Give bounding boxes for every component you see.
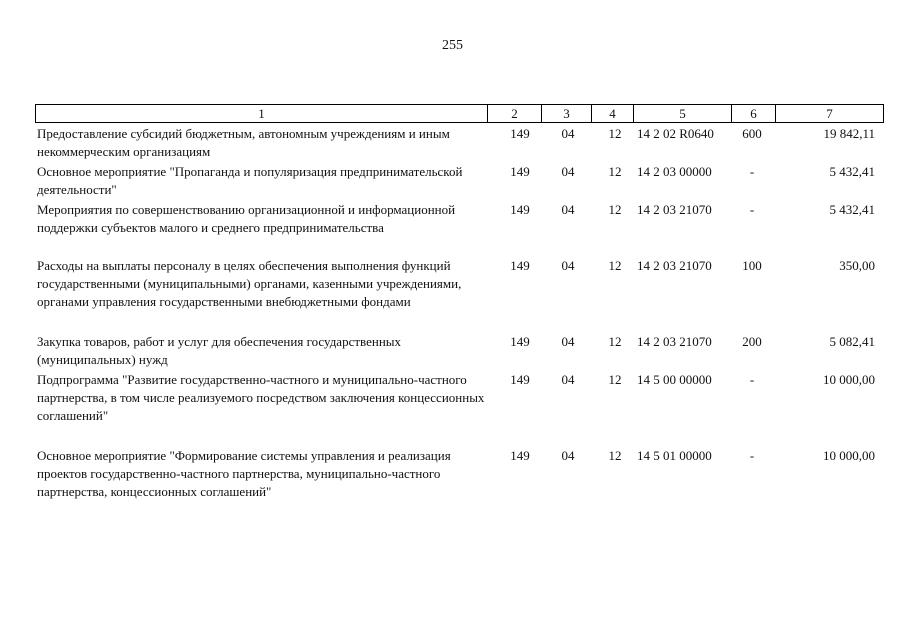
- row-col-3: 04: [561, 126, 575, 141]
- row-col-3: 04: [561, 448, 575, 463]
- row-col-4: 12: [608, 448, 622, 463]
- row-col-6: -: [749, 372, 755, 387]
- row-col-3: 04: [561, 202, 575, 217]
- row-name: Основное мероприятие "Пропаганда и популяризация предпринимательской деятельности": [37, 164, 463, 197]
- header-col-7: 7: [776, 105, 884, 123]
- row-col-2: 149: [510, 334, 530, 349]
- row-col-4: 12: [608, 258, 622, 273]
- row-col-7: 10 000,00: [823, 372, 875, 387]
- row-name: Расходы на выплаты персоналу в целях обеспечения выполнения функций государственными (муниципальными) органами, казенными учреждениями, органами управления государственными внебюджетными фондами: [37, 258, 462, 309]
- row-col-6: -: [749, 164, 755, 179]
- row-col-3: 04: [561, 372, 575, 387]
- row-col-7: 5 082,41: [829, 334, 875, 349]
- row-col-7: 350,00: [839, 258, 875, 273]
- row-col-6: -: [749, 202, 755, 217]
- row-name: Закупка товаров, работ и услуг для обеспечения государственных (муниципальных) нужд: [37, 334, 402, 367]
- row-col-7: 19 842,11: [823, 126, 875, 141]
- row-col-4: 12: [608, 164, 622, 179]
- header-col-1: 1: [36, 105, 488, 123]
- row-col-5: 14 2 03 21070: [637, 202, 712, 217]
- row-col-2: 149: [510, 372, 530, 387]
- row-col-5: 14 2 03 21070: [637, 258, 712, 273]
- row-col-7: 5 432,41: [829, 164, 875, 179]
- header-col-6: 6: [732, 105, 776, 123]
- row-name: Предоставление субсидий бюджетным, автономным учреждениям и иным некоммерческим организациям: [37, 126, 450, 159]
- row-col-5: 14 2 02 R0640: [637, 126, 714, 141]
- row-col-5: 14 5 01 00000: [637, 448, 712, 463]
- row-col-7: 10 000,00: [823, 448, 875, 463]
- row-col-2: 149: [510, 258, 530, 273]
- row-col-2: 149: [510, 164, 530, 179]
- header-col-3: 3: [542, 105, 592, 123]
- row-col-7: 5 432,41: [829, 202, 875, 217]
- row-col-6: 100: [742, 258, 762, 273]
- row-name: Мероприятия по совершенствованию организационной и информационной поддержки субъектов малого и среднего предпринимательства: [37, 202, 456, 235]
- header-col-2: 2: [488, 105, 542, 123]
- row-col-2: 149: [510, 448, 530, 463]
- row-col-2: 149: [510, 202, 530, 217]
- row-col-3: 04: [561, 258, 575, 273]
- row-col-5: 14 2 03 21070: [637, 334, 712, 349]
- row-name: Основное мероприятие "Формирование системы управления и реализация проектов государственно-частного партнерства, муниципально-частного партнерства, концессионных соглашений": [37, 448, 451, 499]
- row-col-4: 12: [608, 126, 622, 141]
- table-header: [35, 104, 884, 123]
- header-col-4: 4: [592, 105, 634, 123]
- row-col-5: 14 2 03 00000: [637, 164, 712, 179]
- row-col-6: -: [749, 448, 755, 463]
- row-col-3: 04: [561, 334, 575, 349]
- row-col-4: 12: [608, 202, 622, 217]
- row-col-4: 12: [608, 372, 622, 387]
- row-col-4: 12: [608, 334, 622, 349]
- page-number: 255: [442, 38, 463, 53]
- row-col-6: 200: [742, 334, 762, 349]
- row-col-2: 149: [510, 126, 530, 141]
- row-name: Подпрограмма "Развитие государственно-частного и муниципально-частного партнерства, в том числе реализуемого посредством заключения концессионных соглашений": [37, 372, 485, 423]
- row-col-3: 04: [561, 164, 575, 179]
- header-col-5: 5: [634, 105, 732, 123]
- row-col-6: 600: [742, 126, 762, 141]
- row-col-5: 14 5 00 00000: [637, 372, 712, 387]
